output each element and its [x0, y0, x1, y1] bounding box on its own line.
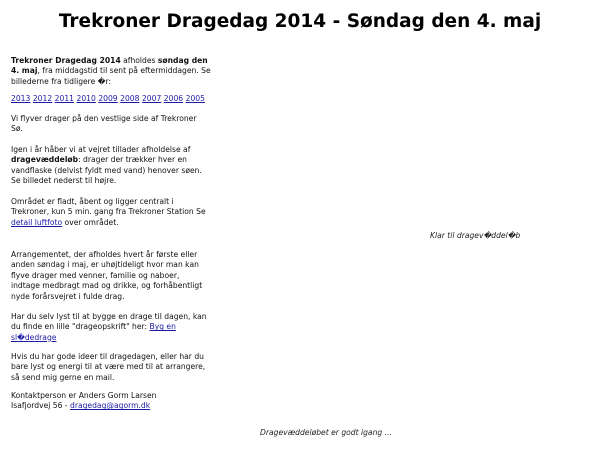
- location-text: Vi flyver drager på den vestlige side af Trekroner Sø.: [11, 114, 197, 134]
- intro-text-1: afholdes: [120, 56, 158, 65]
- year-link-2007[interactable]: 2007: [141, 94, 162, 103]
- area-text-1: Området er fladt, åbent og ligger centralt i Trekroner, kun 5 min. gang fra Trekroner Station Se: [11, 197, 206, 217]
- year-link-2006[interactable]: 2006: [163, 94, 184, 103]
- caption-ready-for-race: Klar til dragev�ddel�b: [430, 231, 521, 240]
- ideas-paragraph: [11, 352, 209, 383]
- contact-block: [11, 391, 211, 412]
- event-paragraph: [11, 250, 209, 302]
- ideas-text: Hvis du har gode ideer til dragedagen, eller har du bare lyst og energi til at være med til at arrangere, så send mig gerne en mail.: [11, 352, 206, 382]
- year-link-2009[interactable]: 2009: [98, 94, 118, 103]
- year-links: [11, 94, 231, 104]
- page-title: Trekroner Dragedag 2014 - Søndag den 4. maj: [58, 11, 542, 32]
- area-paragraph: [11, 197, 209, 228]
- year-link-2012[interactable]: 2012: [32, 94, 53, 103]
- race-text-2: : drager der trækker hver en vandflaske (delvist fyldt med vand) henover søen. Se billedet nederst til højre.: [11, 155, 202, 186]
- event-text: Arrangementet, der afholdes hvert år første eller anden søndag i maj, er uhøjtideligt hvor man kan flyve drager med venner, familie og naboer, indtage medbragt mad og drikke, og forhåbentligt nyde forårsvejret i fulde drag.: [11, 250, 203, 301]
- year-link-2008[interactable]: 2008: [120, 94, 140, 103]
- location-paragraph: [11, 114, 201, 135]
- intro-event-name: Trekroner Dragedag 2014: [11, 56, 121, 65]
- contact-email-link[interactable]: dragedag@agorm.dk: [70, 401, 151, 411]
- intro-paragraph: [11, 56, 211, 87]
- year-link-2013[interactable]: 2013: [11, 94, 31, 103]
- build-text: Har du selv lyst til at bygge en drage til dagen, kan du finde en lille "drageopskrift" her:: [11, 312, 207, 332]
- intro-event-date: søndag den 4. maj: [11, 56, 208, 76]
- caption-race-underway: Dragevæddeløbet er godt igang ...: [260, 428, 392, 437]
- area-text-2: over området.: [62, 217, 119, 227]
- contact-person: Kontaktperson er Anders Gorm Larsen: [11, 391, 157, 400]
- build-kite-link[interactable]: Byg en sl�dedrage: [11, 322, 176, 342]
- intro-text-2: , fra middagstid til sent på eftermiddagen. Se billederne fra tidligere �r:: [11, 66, 211, 86]
- year-link-2010[interactable]: 2010: [76, 94, 96, 103]
- year-link-2011[interactable]: 2011: [54, 94, 74, 103]
- aerial-photo-link[interactable]: detail luftfoto: [11, 217, 63, 227]
- race-text-1: Igen i år håber vi at vejret tillader afholdelse af: [11, 145, 191, 154]
- year-link-2005[interactable]: 2005: [185, 94, 205, 103]
- contact-address: Isafjordvej 56 -: [11, 401, 71, 411]
- race-paragraph: [11, 145, 211, 187]
- race-highlight: dragevæddeløb: [11, 155, 79, 165]
- build-paragraph: [11, 312, 211, 343]
